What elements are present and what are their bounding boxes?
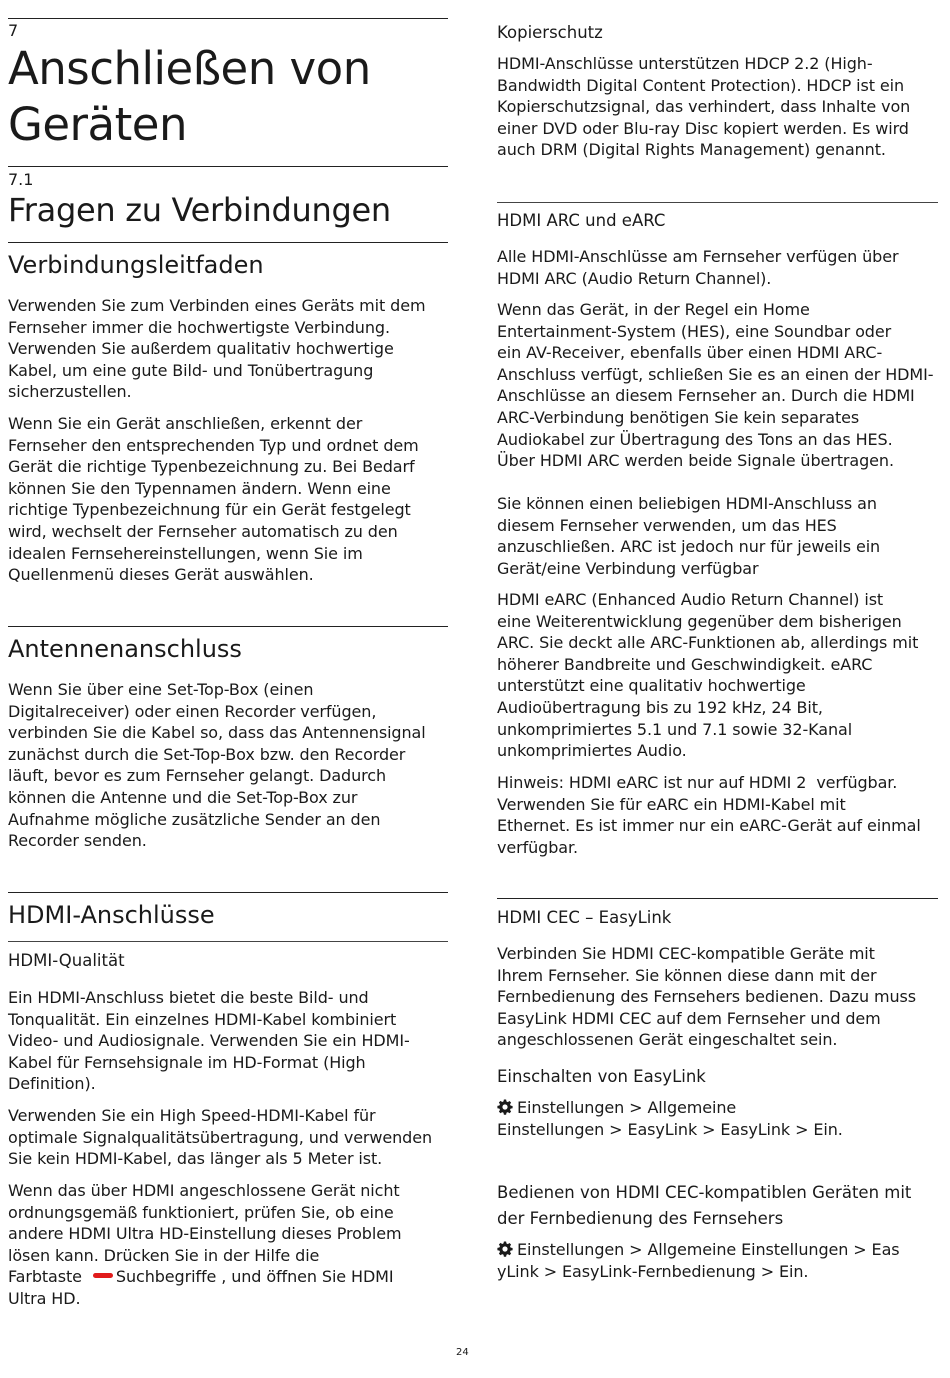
text-line [8, 1223, 448, 1245]
text-line: Verwenden Sie ein High Speed-HDMI-Kabel für [8, 1106, 376, 1125]
keyword-suchbegriffe: Suchbegriffe [115, 1267, 217, 1287]
hdmi-rule [8, 892, 448, 893]
text-run: verfügbar. [806, 773, 898, 792]
text-line: Verwenden Sie zum Verbinden eines Geräts mit dem [8, 296, 426, 315]
chapter-title-line1: Anschließen von [8, 42, 371, 95]
text-line: Kabel für Fernsehsignale im HD-Format (High [8, 1052, 366, 1072]
text-line: verfügbar. [497, 837, 578, 857]
text-line: diesem Fernseher verwenden, um das HES [497, 515, 837, 535]
text-line: Entertainment-System (HES), eine Soundbar oder [497, 321, 892, 341]
text-run: (Audio Return Channel). [576, 268, 772, 288]
text-line: Wenn das Gerät, in der Regel ein Home [497, 300, 810, 319]
guide-paragraph-2 [8, 413, 448, 586]
arc-note-paragraph [497, 772, 938, 858]
keyword-hdmi-earc: HDMI eARC [568, 773, 659, 792]
copy-heading: Kopierschutz [497, 23, 603, 42]
text-line: Verwenden Sie außerdem qualitativ hochwertige [8, 339, 394, 359]
text-line: Quellenmenü dieses Gerät auswählen. [8, 565, 314, 585]
text-line: Gerät/eine Verbindung verfügbar [497, 558, 759, 578]
text-line: können die Antenne und die Set-Top-Box zur [8, 787, 358, 807]
text-line: höherer Bandbreite und Geschwindigkeit. eARC [497, 654, 873, 674]
text-line: Audiokabel zur Übertragung des Tons an das HES. [497, 429, 893, 449]
text-line: ein AV-Receiver, ebenfalls über einen HDMI ARC- [497, 343, 883, 363]
text-line: Sie können einen beliebigen HDMI-Anschluss an [497, 494, 877, 513]
text-line: Ethernet. Es ist immer nur ein eARC-Gerät auf einmal [497, 816, 921, 836]
text-line: Ein HDMI-Anschluss bietet die beste Bild- und [8, 988, 369, 1007]
text-line: idealen Fernsehereinstellungen, wenn Sie im [8, 543, 363, 563]
text-line: auch DRM (Digital Rights Management) genannt. [497, 140, 886, 160]
text-line [497, 1239, 938, 1261]
text-run: , und öffnen Sie [216, 1267, 352, 1287]
text-line: Wenn Sie über eine Set-Top-Box (einen [8, 680, 314, 699]
chapter-rule [8, 18, 448, 19]
text-line: HDMI-Anschlüsse unterstützen HDCP 2.2 (High- [497, 54, 873, 73]
arc-paragraph-4 [497, 589, 938, 762]
text-line: Verbinden Sie HDMI CEC-kompatible Geräte mit [497, 944, 875, 963]
text-line: Kabel, um eine gute Bild- und Tonübertragung [8, 360, 374, 380]
text-line: anzuschließen. ARC ist jedoch nur für jeweils ein [497, 537, 881, 557]
text-line: Video- und Audiosignale. Verwenden Sie ein HDMI- [8, 1031, 410, 1051]
text-run: Hinweis: [497, 773, 569, 792]
text-line: yLink > EasyLink-Fernbedienung > Ein. [497, 1261, 809, 1281]
hdmi-heading: HDMI-Anschlüsse [8, 901, 215, 929]
text-run: . [75, 1288, 81, 1308]
arc-paragraph-2 [497, 299, 938, 472]
arc-heading: HDMI ARC und eARC [497, 211, 666, 230]
antenna-heading: Antennenanschluss [8, 635, 242, 663]
hdmi-paragraph-3 [8, 1180, 448, 1310]
text-line: Sie kein HDMI-Kabel, das länger als 5 Meter ist. [8, 1149, 383, 1169]
text-line [497, 268, 938, 290]
text-line: Aufnahme mögliche zusätzliche Sender an den [8, 809, 381, 829]
text-line: sicherzustellen. [8, 382, 132, 402]
text-line: unkomprimiertes Audio. [497, 741, 687, 761]
text-line: unterstützt eine qualitativ hochwertige [497, 676, 806, 696]
text-line: wird, wechselt der Fernseher automatisch zu den [8, 521, 398, 541]
hdmi-quality-heading: HDMI-Qualität [8, 951, 125, 970]
text-line [497, 1097, 938, 1119]
text-line: der Fernbedienung des Fernsehers [497, 1209, 784, 1228]
page-number: 24 [456, 1347, 469, 1358]
setting-name-hdmi-ultra-hd: HDMI Ultra HD [68, 1224, 184, 1244]
guide-paragraph-1 [8, 295, 448, 403]
gear-icon [497, 1099, 513, 1115]
antenna-paragraph [8, 679, 448, 852]
text-line: Alle HDMI-Anschlüsse am Fernseher verfügen über [497, 247, 899, 266]
guide-heading: Verbindungsleitfaden [8, 251, 264, 279]
text-line: richtige Typenbezeichnung für ein Gerät festgelegt [8, 500, 411, 520]
section-number: 7.1 [8, 170, 34, 189]
text-run: Farbtaste [8, 1267, 87, 1287]
text-line: zunächst durch die Set-Top-Box bzw. den Recorder [8, 744, 406, 764]
setting-name-hdmi: HDMI [351, 1267, 394, 1287]
red-color-key-icon [93, 1273, 113, 1278]
text-line: Wenn Sie ein Gerät anschließen, erkennt der [8, 414, 363, 433]
antenna-rule [8, 626, 448, 627]
text-line: Bedienen von HDMI CEC-kompatiblen Geräten mit [497, 1183, 912, 1202]
text-line [497, 772, 938, 794]
text-run: (Enhanced Audio Return Channel) ist [586, 590, 884, 609]
text-line: Definition). [8, 1074, 96, 1094]
text-line: eine Weiterentwicklung gegenüber dem bisherigen [497, 611, 902, 631]
text-line: können Sie den Typennamen ändern. Wenn eine [8, 478, 391, 498]
text-line: Einstellungen > EasyLink > EasyLink > Ein. [497, 1119, 843, 1139]
text-run: -Einstellung dieses Problem [183, 1224, 402, 1244]
text-run: andere [8, 1224, 69, 1244]
hdmi-paragraph-2 [8, 1105, 448, 1170]
text-run: ist nur auf [658, 773, 749, 792]
text-line: Tonqualität. Ein einzelnes HDMI-Kabel kombiniert [8, 1009, 397, 1029]
arc-paragraph-3 [497, 493, 938, 579]
text-line: Anschlüsse an diesem Fernseher an. Durch die HDMI [497, 386, 915, 406]
gear-icon [497, 1241, 513, 1257]
hdmi-paragraph-1 [8, 987, 448, 1095]
cec-heading: HDMI CEC – EasyLink [497, 908, 672, 927]
easylink-on-heading: Einschalten von EasyLink [497, 1067, 706, 1086]
text-line: Über HDMI ARC werden beide Signale übertragen. [497, 451, 894, 471]
text-line: Recorder senden. [8, 831, 147, 851]
keyword-hdmi-arc: HDMI ARC [497, 268, 577, 288]
cec-paragraph-1 [497, 943, 938, 1051]
keyword-hdmi-earc: HDMI eARC [497, 590, 587, 609]
text-line: ARC. Sie deckt alle ARC-Funktionen ab, allerdings mit [497, 633, 919, 653]
setting-name-ultra-hd: Ultra HD [8, 1288, 76, 1308]
text-line [8, 1266, 448, 1288]
section-rule [8, 166, 448, 167]
text-line: läuft, bevor es zum Fernseher gelangt. Dadurch [8, 766, 387, 786]
text-line: Anschluss verfügt, schließen Sie es an einen der HDMI- [497, 364, 934, 384]
text-line: angeschlossenen Gerät eingeschaltet sein. [497, 1030, 838, 1050]
text-line: verbinden Sie die Kabel so, dass das Antennensignal [8, 723, 426, 743]
easylink-remote-heading [497, 1180, 938, 1232]
menu-path: Einstellungen > Allgemeine [517, 1098, 737, 1117]
keyword-hdmi-2: HDMI 2 [748, 773, 807, 792]
easylink-remote-path [497, 1239, 938, 1282]
arc-rule [497, 202, 938, 203]
text-line: Fernseher den entsprechenden Typ und ordnet dem [8, 435, 419, 455]
chapter-title-line2: Geräten [8, 98, 187, 151]
text-line: Ihrem Fernseher. Sie können diese dann mit der [497, 965, 877, 985]
text-line: Gerät die richtige Typenbezeichnung zu. Bei Bedarf [8, 457, 415, 477]
cec-rule [497, 898, 938, 899]
hdmi-quality-rule [8, 941, 448, 942]
menu-path: Einstellungen > Allgemeine Einstellungen > Eas [517, 1240, 900, 1259]
text-line: Kopierschutzsignal, das verhindert, dass Inhalte von [497, 97, 911, 117]
text-line: einer DVD oder Blu-ray Disc kopiert werden. Es wird [497, 118, 909, 138]
text-line: ARC-Verbindung benötigen Sie kein separates [497, 407, 860, 427]
text-line [8, 1288, 448, 1310]
guide-rule [8, 242, 448, 243]
text-line: Wenn das über HDMI angeschlossene Gerät nicht [8, 1181, 400, 1200]
chapter-number: 7 [8, 21, 19, 40]
text-line: ordnungsgemäß funktioniert, prüfen Sie, ob eine [8, 1202, 394, 1222]
text-line: unkomprimiertes 5.1 und 7.1 sowie 32-Kanal [497, 719, 853, 739]
text-line [497, 589, 938, 611]
text-line: Digitalreceiver) oder einen Recorder verfügen, [8, 701, 377, 721]
text-line: optimale Signalqualitätsübertragung, und verwenden [8, 1127, 433, 1147]
arc-paragraph-1 [497, 246, 938, 289]
copy-paragraph [497, 53, 938, 161]
section-title: Fragen zu Verbindungen [8, 191, 391, 229]
text-line: Fernseher immer die hochwertigste Verbindung. [8, 317, 390, 337]
text-line: Audioübertragung bis zu 192 kHz, 24 Bit, [497, 697, 823, 717]
text-line: Verwenden Sie für eARC ein HDMI-Kabel mit [497, 794, 846, 814]
text-line: lösen kann. Drücken Sie in der Hilfe die [8, 1245, 320, 1265]
text-line: EasyLink HDMI CEC auf dem Fernseher und dem [497, 1008, 881, 1028]
text-line: Fernbedienung des Fernsehers bedienen. Dazu muss [497, 987, 917, 1007]
easylink-on-path [497, 1097, 938, 1140]
text-line: Bandwidth Digital Content Protection). HDCP ist ein [497, 75, 905, 95]
